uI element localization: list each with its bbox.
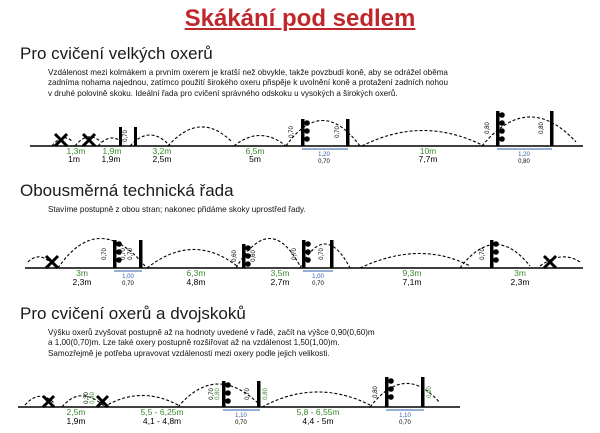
height-label: 0,80 [263, 388, 269, 400]
height-labels [123, 122, 545, 142]
distance-label-green: 1,9m [102, 146, 122, 156]
page-title: Skákání pod sedlem [184, 5, 416, 32]
distance-label: 1,9m [66, 416, 86, 426]
distance-label: 1,9m [101, 154, 121, 164]
height-label: 0,70 [245, 388, 251, 400]
height-label: 0,70 [121, 248, 127, 260]
height-label: 0,70 [289, 126, 295, 138]
distance-label: 1m [68, 154, 80, 164]
height-label: 0,30 [84, 392, 90, 404]
distance-labels [67, 407, 340, 426]
height-label: 0,60 [232, 250, 238, 262]
distance-label: 5m [249, 154, 261, 164]
height-label: 0,70 [123, 130, 129, 142]
distance-label: 4,4 - 5m [302, 416, 334, 426]
width-labels [122, 274, 324, 287]
height-label: 0,80 [485, 122, 491, 134]
text-line: v druhé polovině skoku. Ideální řada pro cvičení správného odskoku u vysokých a širokých oxerů. [48, 88, 398, 98]
width-label: 1,00 [122, 274, 134, 280]
height-label: 0,70 [209, 388, 215, 400]
distance-label-green: 9,3m [402, 268, 422, 278]
width-label: 0,70 [235, 420, 247, 426]
width-label: 0,80 [518, 159, 530, 165]
width-label: 0,70 [312, 281, 324, 287]
distance-labels [67, 146, 438, 164]
height-label: 0,70 [319, 248, 325, 260]
height-label: 0,70 [292, 248, 298, 260]
text-line: Stavíme postupně z obou stran; nakonec přidáme skoky uprostřed řady. [48, 205, 306, 214]
height-label: 0,90 [427, 386, 433, 398]
height-label: 0,80 [215, 388, 221, 400]
distance-label-green: 6,5m [245, 146, 265, 156]
text-line: Výšku oxerů zvyšovat postupně až na hodnoty uvedené v řadě, začít na výšce 0,90(0,60)m [48, 328, 375, 337]
width-label: 1,20 [318, 152, 330, 158]
distance-label-green: 10m [419, 146, 437, 156]
distance-label-green: 6,3m [186, 268, 206, 278]
height-label: 0,70 [128, 248, 134, 260]
distance-label-green: 2,5m [66, 407, 86, 417]
width-label: 1,20 [518, 152, 530, 158]
height-label: 0,70 [102, 248, 108, 260]
width-label: 0,70 [122, 281, 134, 287]
height-label: 0,70 [335, 126, 341, 138]
distance-label: 2,5m [152, 154, 172, 164]
section-heading-oxers-doubles: Pro cvičení oxerů a dvojskoků [20, 304, 246, 323]
diagram-two-way-line [0, 222, 600, 292]
section-text-oxers-doubles [48, 328, 375, 359]
distance-label-green: 5,5 - 6,25m [140, 407, 184, 417]
section-text-two-way-line [48, 205, 306, 215]
width-label: 0,70 [318, 159, 330, 165]
width-label: 1,10 [399, 413, 411, 419]
height-label: 0,80 [539, 122, 545, 134]
height-label: 0,80 [373, 386, 379, 398]
text-line: Vzdálenost mezi kolmákem a prvním oxerem je kratší než obvykle, takže povzbudí koně, aby se odrážel oběma [48, 68, 448, 77]
width-label: 1,00 [312, 274, 324, 280]
text-line: zadníma nohama najednou, zatímco použití širokého oxeru přispěje k uvolnění koně a protažení zadních nohou [48, 78, 448, 88]
distance-label-green: 5,8 - 6,55m [296, 407, 340, 417]
distance-label-green: 3,2m [152, 146, 172, 156]
distance-label: 4,8m [186, 277, 206, 287]
diagram-oxers-doubles [0, 364, 600, 433]
distance-label: 2,3m [72, 277, 92, 287]
section-text-big-oxers [48, 68, 448, 99]
height-label: 0,40 [90, 392, 96, 404]
distance-label: 7,1m [402, 277, 422, 287]
distance-label-green: 3m [514, 268, 526, 278]
fences [222, 377, 425, 407]
distance-label: 7,7m [418, 154, 438, 164]
cross-poles [55, 134, 95, 146]
height-label: 0,70 [480, 248, 486, 260]
distance-label-green: 3,5m [270, 268, 290, 278]
width-label: 0,70 [399, 420, 411, 426]
text-line: a 1,00(0,70)m. Lze také oxery postupně rozšiřovat až na vzdálenost 1,50(1,00)m. [48, 338, 340, 348]
distance-label: 2,7m [270, 277, 290, 287]
height-label: 0,60 [251, 250, 257, 262]
section-heading-two-way-line: Obousměrná technická řada [20, 181, 234, 200]
text-line: Samozřejmě je potřeba upravovat vzdálenosti mezi oxery podle jejich velikosti. [48, 348, 330, 358]
distance-label-green: 3m [76, 268, 88, 278]
section-heading-big-oxers: Pro cvičení velkých oxerů [20, 44, 213, 63]
distance-label: 2,3m [510, 277, 530, 287]
distance-label-green: 1,3m [66, 146, 86, 156]
width-label: 1,10 [235, 413, 247, 419]
diagram-big-oxers [0, 100, 600, 170]
distance-label: 4,1 - 4,8m [142, 416, 182, 426]
